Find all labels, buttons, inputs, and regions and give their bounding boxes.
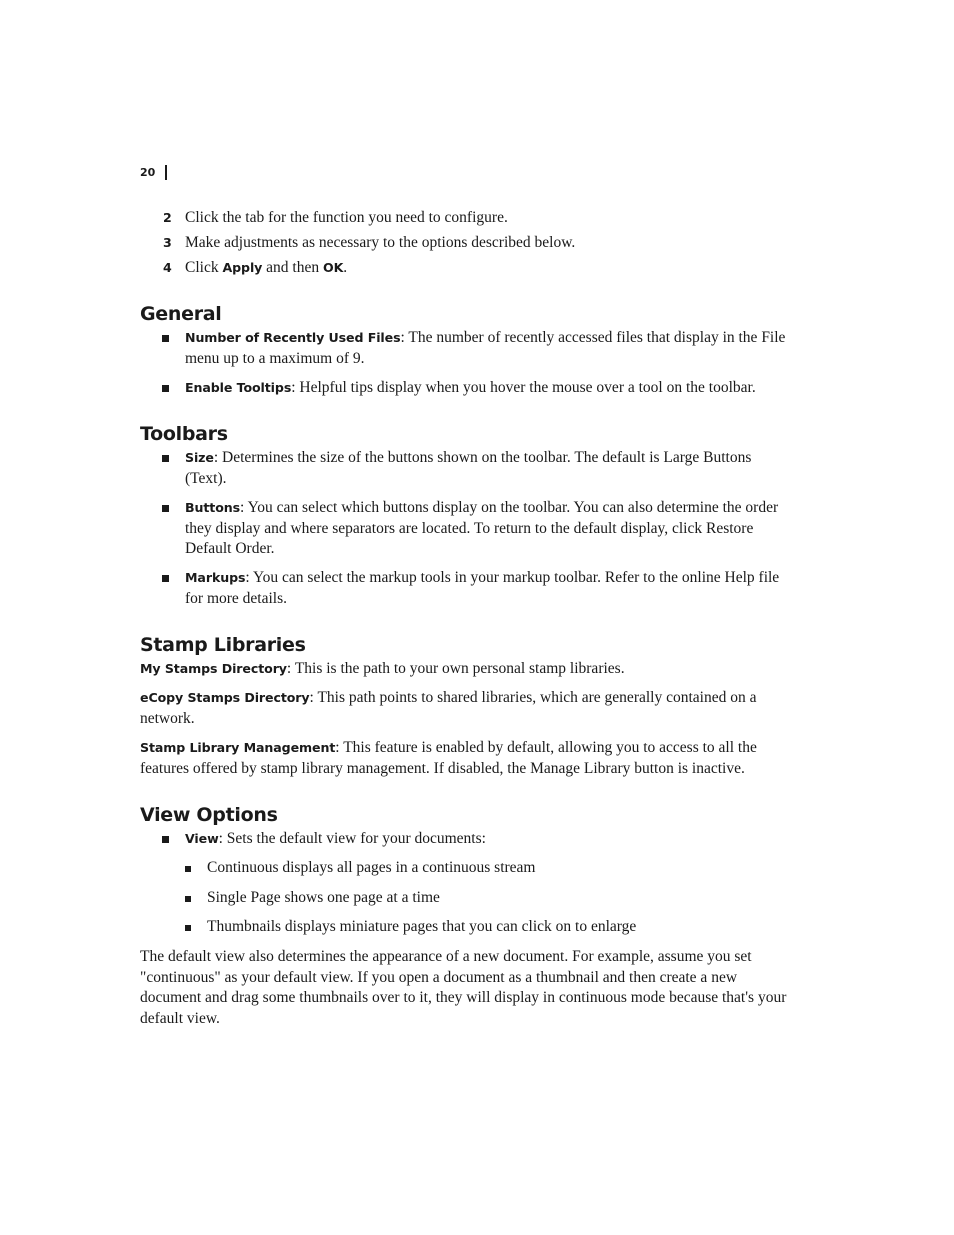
sub-bullet-marker: [185, 858, 207, 879]
list-item: [140, 829, 790, 850]
page-number-text: 20: [140, 166, 156, 179]
ok-term: OK: [322, 260, 344, 275]
list-item: [140, 568, 790, 609]
item-text: : You can select which buttons display on the toolbar. You can also determine the order they display and where separators are located. To return to the default display, click Restore Default Order.: [185, 499, 779, 557]
sub-bullet-marker: [185, 888, 207, 909]
item-term: Enable Tooltips: [185, 380, 292, 395]
heading-general: General: [140, 303, 222, 325]
step-number: 4: [163, 260, 172, 275]
sub-list-item: [185, 917, 790, 938]
bullet-marker: [140, 829, 185, 850]
item-term: My Stamps Directory: [140, 661, 287, 676]
item-term: Stamp Library Management: [140, 740, 336, 755]
item-text: : You can select the markup tools in your markup toolbar. Refer to the online Help file for more details.: [185, 569, 780, 607]
step-number: 2: [163, 210, 172, 225]
list-item: [140, 448, 790, 489]
heading-toolbars: Toolbars: [140, 423, 228, 445]
item-text: : The number of recently accessed files that display in the File menu up to a maximum of 9.: [185, 329, 786, 367]
sub-item-text: Continuous displays all pages in a continuous stream: [207, 859, 536, 876]
paragraph: [140, 659, 790, 680]
item-term: Markups: [185, 570, 246, 585]
sub-list-item: [185, 888, 790, 909]
step-number: 3: [163, 235, 172, 250]
step-text-pre: Click: [185, 259, 223, 276]
item-text: : This feature is enabled by default, allowing you to access to all the features offered by stamp library management. If disabled, the Manage Library button is inactive.: [140, 739, 757, 777]
apply-term: Apply: [222, 260, 263, 275]
sub-list-item: [185, 858, 790, 879]
paragraph: [140, 688, 790, 729]
step-3: [140, 233, 575, 254]
item-text: : Helpful tips display when you hover the mouse over a tool on the toolbar.: [291, 379, 756, 396]
bullet-marker: [140, 448, 185, 489]
item-term: Number of Recently Used Files: [185, 330, 401, 345]
paragraph-default-view: The default view also determines the appearance of a new document. For example, assume you set "continuous" as your default view. If you open a document as a thumbnail and then create a new document and drag some thumbnails over to it, they will display in continuous mode because that's your default view.: [140, 948, 787, 1027]
list-item: [140, 378, 790, 399]
bullet-marker: [140, 378, 185, 399]
heading-stamp-libraries: Stamp Libraries: [140, 634, 306, 656]
item-text: : Determines the size of the buttons shown on the toolbar. The default is Large Buttons (Text).: [185, 449, 752, 487]
list-item: [140, 498, 790, 560]
item-term: eCopy Stamps Directory: [140, 690, 310, 705]
step-text: Click the tab for the function you need to configure.: [185, 209, 508, 226]
bullet-marker: [140, 328, 185, 369]
item-term: Buttons: [185, 500, 241, 515]
bullet-marker: [140, 568, 185, 609]
list-item: [140, 328, 790, 369]
item-text: : This is the path to your own personal stamp libraries.: [286, 660, 625, 677]
item-text: : This path points to shared libraries, which are generally contained on a network.: [140, 689, 757, 727]
heading-view-options: View Options: [140, 804, 278, 826]
sub-item-text: Thumbnails displays miniature pages that you can click on to enlarge: [207, 918, 637, 935]
step-4: [140, 258, 347, 279]
step-text: [185, 258, 347, 279]
step-2: [140, 208, 508, 229]
bullet-marker: [140, 498, 185, 560]
item-text: : Sets the default view for your documents:: [218, 830, 486, 847]
page-number: [140, 165, 167, 180]
step-text-post: .: [343, 259, 348, 276]
page-number-divider: [165, 165, 167, 180]
step-text-mid: and then: [262, 259, 323, 276]
sub-item-text: Single Page shows one page at a time: [207, 889, 440, 906]
item-term: View: [185, 831, 219, 846]
item-term: Size: [185, 450, 214, 465]
paragraph: [140, 738, 790, 779]
step-text: Make adjustments as necessary to the options described below.: [185, 234, 576, 251]
sub-bullet-marker: [185, 917, 207, 938]
